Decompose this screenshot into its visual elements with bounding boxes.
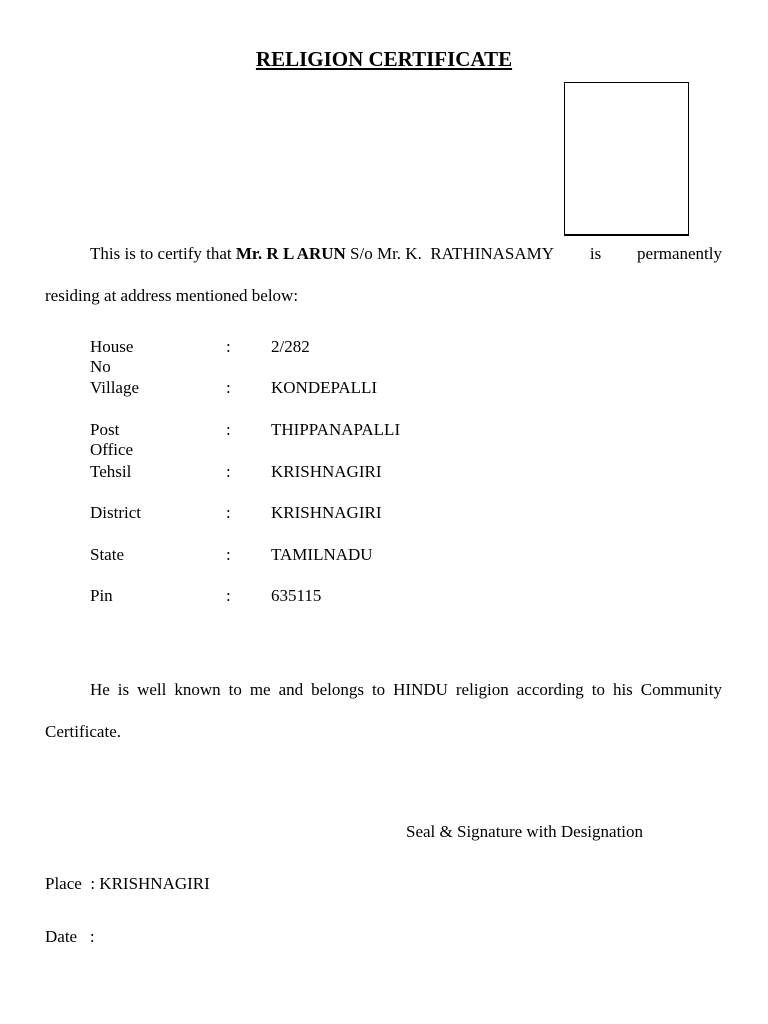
statement-word: his [612,680,633,699]
address-value: KONDEPALLI [271,378,378,397]
statement-line-1 [90,680,722,700]
statement-word: HINDU [393,680,448,699]
intro-word-permanently: permanently [637,244,722,263]
intro-part-1 [90,244,554,264]
address-colon: : [226,378,231,397]
address-value: 2/282 [271,337,310,356]
statement-word: and [278,680,304,699]
statement-line-2: Certificate. [45,722,121,741]
statement-word: religion [455,680,509,699]
person-name: Mr. R L ARUN [235,244,346,263]
intro-lead: This is to certify that [90,244,232,263]
place-line: Place : KRISHNAGIRI [45,874,210,893]
address-colon: : [226,586,231,605]
address-label: District [90,503,141,522]
address-value: THIPPANAPALLI [271,420,401,439]
address-value: TAMILNADU [271,545,373,564]
intro-word-is: is [589,244,602,263]
address-label: Tehsil [90,462,132,481]
statement-word: He [90,680,110,699]
address-colon: : [226,545,231,564]
address-value: KRISHNAGIRI [271,503,382,522]
relation-text: S/o Mr. K. RATHINASAMY [350,244,555,263]
address-colon: : [226,337,231,356]
statement-word: known [174,680,221,699]
address-value: 635115 [271,586,322,605]
statement-word: well [137,680,167,699]
address-label: Village [90,378,140,397]
statement-word: to [228,680,242,699]
seal-signature-designation: Seal & Signature with Designation [406,822,644,841]
statement-word: is [117,680,130,699]
address-label: Post Office [90,420,134,459]
intro-line-1 [90,244,722,264]
address-label: House No [90,337,134,376]
statement-word: to [371,680,386,699]
date-line: Date : [45,927,95,946]
statement-word: me [249,680,271,699]
address-colon: : [226,420,231,439]
statement-word: according [516,680,584,699]
statement-word: belongs [311,680,364,699]
statement-word: Community [640,680,722,699]
address-colon: : [226,503,231,522]
address-colon: : [226,462,231,481]
intro-line-2: residing at address mentioned below: [45,286,299,305]
statement-word: to [591,680,605,699]
address-value: KRISHNAGIRI [271,462,382,481]
photo-placeholder-box [564,82,689,236]
address-label: Pin [90,586,113,605]
address-label: State [90,545,124,564]
certificate-title: RELIGION CERTIFICATE [255,47,513,71]
